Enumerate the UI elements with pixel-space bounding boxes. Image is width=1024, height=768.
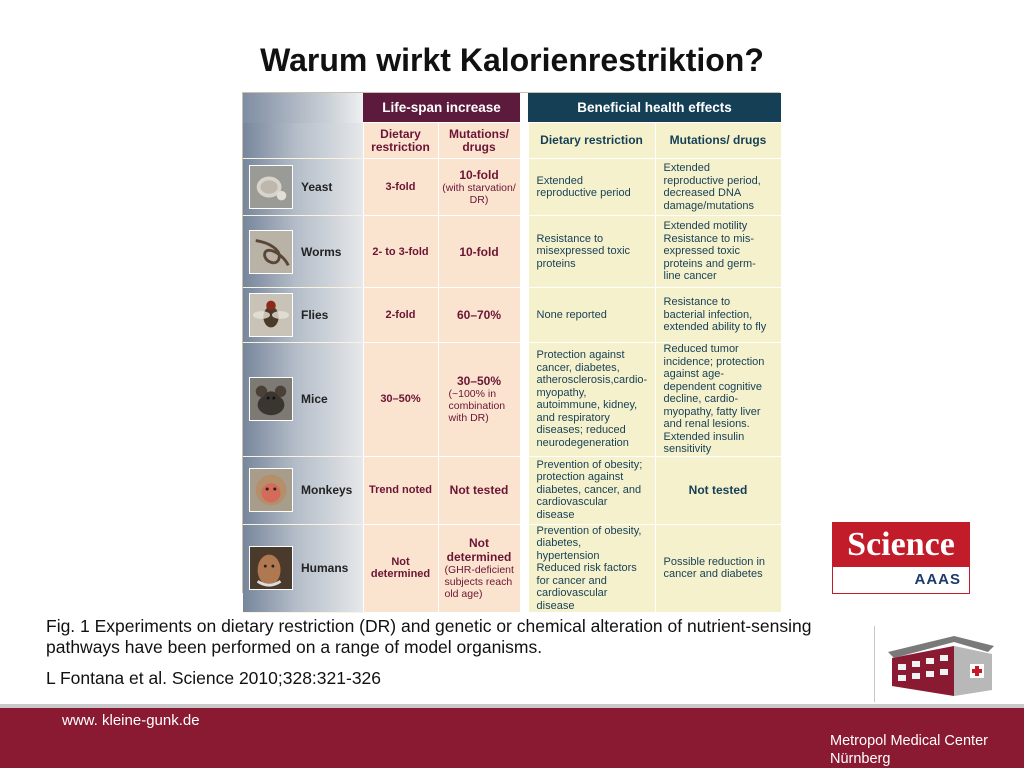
header-life-span: Life-span increase: [363, 93, 520, 123]
footer-bar: [0, 708, 1024, 768]
organism-name: Mice: [301, 392, 328, 407]
organism-cell: [243, 524, 363, 613]
dr-benefit: Prevention of obesity; protection against diabetes, cancer, and cardiovascular disease: [528, 456, 655, 524]
md-benefit: Reduced tumor incidence; protection against age-dependent cognitive decline, cardio-myopathy, fatty liver and renal lesions. Extended insulin sensitivity: [655, 343, 781, 457]
organism-cell: [243, 216, 363, 288]
dr-benefit: None reported: [528, 288, 655, 343]
figure-caption: Fig. 1 Experiments on dietary restriction (DR) and genetic or chemical alteration of nutrient-sensing pathways have been performed on a range of model organisms.: [46, 616, 812, 657]
subheader-mutations: Mutations/ drugs: [438, 123, 520, 159]
md-benefit: Extended reproductive period, decreased DNA damage/mutations: [655, 159, 781, 216]
md-benefit: Extended motility Resistance to mis-expressed toxic proteins and germ-line cancer: [655, 216, 781, 288]
dr-benefit: Resistance to misexpressed toxic proteins: [528, 216, 655, 288]
md-lifespan: Not determined (GHR-deficient subjects reach old age): [438, 524, 520, 613]
table-row: [243, 343, 781, 457]
md-benefit: Resistance to bacterial infection, extended ability to fly: [655, 288, 781, 343]
md-lifespan: 10-fold: [438, 216, 520, 288]
md-lifespan: 30–50% (~100% in combination with DR): [438, 343, 520, 457]
table-row: [243, 456, 781, 524]
monkey-photo-icon: [249, 468, 293, 512]
header-beneficial: Beneficial health effects: [528, 93, 781, 123]
organism-name: Humans: [301, 561, 349, 576]
table-row: [243, 216, 781, 288]
dr-lifespan: Trend noted: [363, 456, 438, 524]
table-row: [243, 524, 781, 613]
dr-lifespan: 30–50%: [363, 343, 438, 457]
organism-cell: [243, 343, 363, 457]
md-lifespan: Not tested: [438, 456, 520, 524]
website-link[interactable]: www. kleine-gunk.de: [62, 712, 200, 729]
md-benefit: Not tested: [655, 456, 781, 524]
subheader-dietary: Dietary restriction: [363, 123, 438, 159]
dr-benefit: Protection against cancer, diabetes, atherosclerosis,cardio-myopathy, autoimmune, kidney, and respiratory diseases; reduced neurodegeneration: [528, 343, 655, 457]
organism-cell: [243, 456, 363, 524]
organization-name: Metropol Medical Center Nürnberg: [830, 733, 988, 767]
md-lifespan: 10-fold (with starvation/ DR): [438, 159, 520, 216]
comparison-table-figure: [242, 92, 780, 612]
worm-photo-icon: [249, 230, 293, 274]
header-blank: [243, 93, 363, 123]
dr-lifespan: Not determined: [363, 524, 438, 613]
dr-lifespan: 3-fold: [363, 159, 438, 216]
citation: L Fontana et al. Science 2010;328:321-326: [46, 668, 382, 688]
aaas-wordmark: AAAS: [914, 571, 961, 588]
header-gap: [520, 93, 528, 123]
dr-benefit: Prevention of obesity, diabetes, hypertension Reduced risk factors for cancer and cardiovascular disease: [528, 524, 655, 613]
dr-lifespan: 2-fold: [363, 288, 438, 343]
human-photo-icon: [249, 546, 293, 590]
comparison-table: [243, 93, 782, 613]
science-wordmark: Science: [833, 523, 969, 567]
mouse-photo-icon: [249, 377, 293, 421]
subheader-blank: [243, 123, 363, 159]
md-lifespan: 60–70%: [438, 288, 520, 343]
yeast-photo-icon: [249, 165, 293, 209]
organism-name: Flies: [301, 308, 329, 322]
hospital-building-icon: [884, 628, 996, 698]
table-row: [243, 159, 781, 216]
organism-name: Monkeys: [301, 483, 353, 497]
md-benefit: Possible reduction in cancer and diabetes: [655, 524, 781, 613]
table-row: [243, 288, 781, 343]
organism-cell: [243, 159, 363, 216]
organism-cell: [243, 288, 363, 343]
organism-name: Yeast: [301, 180, 333, 194]
subheader-mutations-benefit: Mutations/ drugs: [655, 123, 781, 159]
fly-photo-icon: [249, 293, 293, 337]
science-logo: [832, 522, 970, 594]
organism-name: Worms: [301, 244, 342, 259]
dr-benefit: Extended reproductive period: [528, 159, 655, 216]
slide-title: Warum wirkt Kalorienrestriktion?: [260, 42, 764, 78]
logo-divider: [874, 626, 875, 702]
dr-lifespan: 2- to 3-fold: [363, 216, 438, 288]
subheader-dietary-benefit: Dietary restriction: [528, 123, 655, 159]
